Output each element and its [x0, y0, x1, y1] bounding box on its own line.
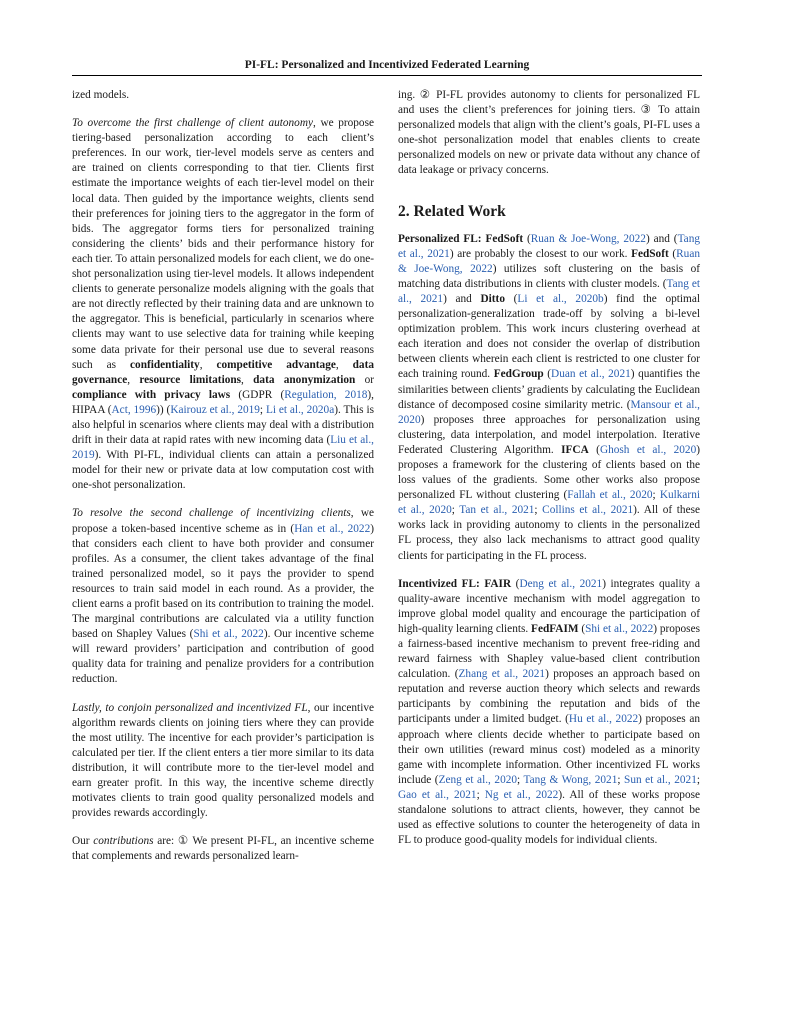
citation-link[interactable]: Fallah et al., 2020 [567, 489, 653, 502]
citation-link[interactable]: Ruan & Joe-Wong, 2022 [530, 232, 646, 245]
citation-link[interactable]: Ng et al., 2022 [484, 788, 559, 801]
citation-link[interactable]: Ruan & Joe-Wong, 2022 [398, 247, 700, 275]
citation-link[interactable]: Collins et al., 2021 [542, 504, 634, 517]
citation-link[interactable]: Sun et al., 2021 [624, 773, 697, 786]
citation-link[interactable]: Li et al., 2020b [517, 292, 604, 305]
citation-link[interactable]: Tang et al., 2021 [398, 277, 700, 305]
citation-link[interactable]: Shi et al., 2022 [193, 628, 264, 641]
paragraph-lead: Lastly, to conjoin personalized and incentivized FL [72, 701, 308, 714]
paragraph-lead: To resolve the second challenge of incentivizing clients [72, 507, 351, 520]
left-paragraph-0: ized models. [72, 89, 130, 101]
left-column [72, 88, 374, 878]
running-title: PI-FL: Personalized and Incentivized Federated Learning [244, 59, 530, 71]
citation-link[interactable]: Kulkarni et al., 2020 [398, 489, 700, 517]
citation-link[interactable]: Tang & Wong, 2021 [523, 773, 618, 786]
citation-link[interactable]: Regulation, 2018 [284, 388, 368, 401]
left-paragraph-incentive: To resolve the second challenge of incentivizing clients, we propose a token-based incentive scheme as in (Han et al., 2022) that considers each client to have both provider and consumer profiles. As a consumer, the client takes advantage of the final trained personalized model, so it pays the provider to spend resources to train said model in each round. As a provider, the client earns a profit based on its contribution to training the model. The marginal contributions are calculated via a utility function based on Shapley Values (Shi et al., 2022). Our incentive scheme will reward providers’ participation and contribution of good quality data for training and penalize providers for a contribution reduction. [72, 507, 375, 686]
right-paragraph-personalized-fl: Personalized FL: FedSoft (Ruan & Joe-Wong, 2022) and (Tang et al., 2021) are probably the closest to our work. FedSoft (Ruan & Joe-Wong, 2022) utilizes soft clustering on the basis of matching data distributions in clients with cluster models. (Tang et al., 2021) and Ditto (Li et al., 2020b) find the optimal personalization-generalization trade-off by solving a bi-level optimization problem. This work incurs clustering overhead at each iteration and does not consider the overlap of distribution between clients wherein each client is restricted to one cluster for each training round. FedGroup (Duan et al., 2021) quantifies the similarities between clients’ gradients by calculating the Euclidean distance of decomposed cosine similarity metric. (Mansour et al., 2020) proposes three approaches for personalization using clustering, data interpolation, and model interpolation. Iterative Federated Clustering Algorithm. IFCA (Ghosh et al., 2020) proposes a framework for the clustering of clients based on the loss values of the gradients. Some other works also propose personalized FL without clustering (Fallah et al., 2020; Kulkarni et al., 2020; Tan et al., 2021; Collins et al., 2021). All of these works lack in providing autonomy to clients in the personalized FL process, they also lack mechanisms to attract good quality clients for participating in the FL process. [398, 232, 700, 562]
citation-link[interactable]: Act, 1996 [111, 403, 157, 416]
citation-link[interactable]: Zeng et al., 2020 [438, 773, 518, 786]
citation-link[interactable]: Hu et al., 2022 [568, 713, 639, 726]
citation-link[interactable]: Tang et al., 2021 [398, 232, 700, 260]
citation-link[interactable]: Mansour et al., 2020 [398, 398, 700, 426]
citation-link[interactable]: Zhang et al., 2021 [458, 668, 546, 681]
citation-link[interactable]: Duan et al., 2021 [551, 368, 631, 381]
citation-link[interactable]: Gao et al., 2021 [398, 788, 477, 801]
right-paragraph-incentivized-fl: Incentivized FL: FAIR (Deng et al., 2021) integrates quality a quality-aware incentive mechanism with model aggregation to improve global model quality and encourage the participation of high-quality learning clients. FedFAIM (Shi et al., 2022) proposes a fairness-based incentive mechanism to prevent free-riding and reward fairness with Shapley value-based client contribution calculation. (Zhang et al., 2021) proposes an approach based on reputation and reverse auction theory which selects and rewards participants by combining the reputation and bids of the participants under a limited budget. (Hu et al., 2022) proposes an approach where clients decide whether to participate based on their own utilities (reward minus cost) modeled as a minority game with incomplete information. Other incentivized FL works include (Zeng et al., 2020; Tang & Wong, 2021; Sun et al., 2021; Gao et al., 2021; Ng et al., 2022). All of these works propose standalone solutions to attract clients, however, they cannot be used as effective solutions to counter the heterogeneity of data in FL to produce good-quality models for individual clients. [398, 577, 701, 847]
citation-link[interactable]: Ghosh et al., 2020 [599, 443, 697, 456]
citation-link[interactable]: Deng et al., 2021 [519, 577, 603, 590]
right-paragraph-0: ing. ② PI-FL provides autonomy to clients for personalized FL and uses the client’s preferences for joining tiers. ③ To attain personalized models that align with the client’s goals, PI-FL uses a one-shot personalization model that enables clients to create personalized models on new or private data without any chance of data leakage or privacy concerns. [398, 89, 700, 177]
citation-link[interactable]: Shi et al., 2022 [585, 622, 654, 635]
header-rule [72, 75, 702, 76]
citation-link[interactable]: Liu et al., 2019 [72, 434, 374, 462]
citation-link[interactable]: Kairouz et al., 2019 [170, 403, 260, 416]
citation-link[interactable]: Han et al., 2022 [294, 522, 371, 535]
citation-link[interactable]: Li et al., 2020a [265, 403, 335, 416]
right-column [398, 88, 700, 861]
left-paragraph-contributions: Our contributions are: ① We present PI-FL, an incentive scheme that complements and rewards personalized learn- [72, 835, 374, 863]
left-paragraph-autonomy: To overcome the first challenge of client autonomy, we propose tiering-based personalization according to each client’s preferences. In our work, tier-level models serve as centers and are trained on clients corresponding to that tier. Clients first estimate the importance weights of each tier-level model on their local data. Then guided by the importance weights, clients send their preferences for joining tiers to the aggregator in the form of bids. The aggregator forms tiers for personalized training considering the clients’ bids and their performance history for each tier. To attain personalized models for each client, we do one-shot personalization using tier-level models. It allows independent clients to generate personalize models aligning with the goals that are not directly reflected by their training data and are unknown to the aggregator. This is beneficial, particularly in scenarios where clients may want to use selective data for training while keeping some data private for their personal use due to several reasons such as confidentiality, competitive advantage, data governance, resource limitations, data anonymization or compliance with privacy laws (GDPR (Regulation, 2018), HIPAA (Act, 1996)) (Kairouz et al., 2019; Li et al., 2020a). This is also helpful in scenarios where clients may deal with a distribution drift in their data at rapid rates with new incoming data (Liu et al., 2019). With PI-FL, individual clients can attain a personalized model for their new or private data at low computation cost with one-shot personalization. [72, 117, 374, 492]
citation-link[interactable]: Tan et al., 2021 [459, 504, 535, 517]
section-heading-related-work: 2. Related Work [398, 202, 506, 220]
paragraph-lead: To overcome the first challenge of client autonomy [72, 117, 314, 130]
left-paragraph-conjoin: Lastly, to conjoin personalized and incentivized FL, our incentive algorithm rewards clients on joining tiers where they can provide the most utility. The incentive for each provider’s participation is calculated per tier. If the client enters a tier more similar to its data distribution, it will contribute more to the tier-level model and earn greater profit. In this way, the incentive scheme directly motivates clients to train good quality personalized models and provides rewards accordingly. [72, 701, 374, 820]
